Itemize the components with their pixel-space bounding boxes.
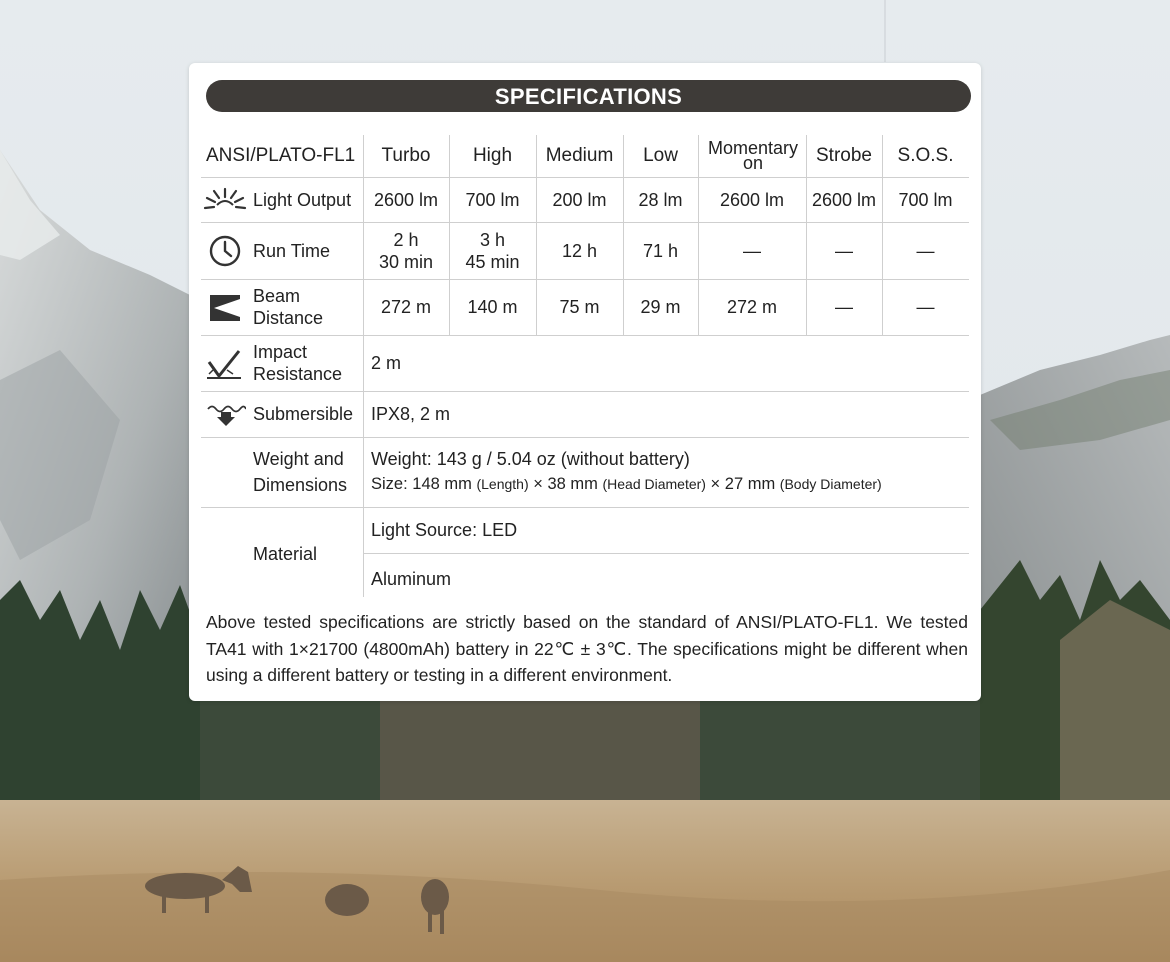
- beam-distance-sos: —: [916, 297, 935, 317]
- mode-header-strobe: Strobe: [816, 145, 872, 166]
- beam-distance-label: [253, 279, 363, 335]
- beam-distance-turbo: 272 m: [380, 297, 432, 317]
- water-drop-arrow-icon: [206, 403, 246, 427]
- weight-dimensions-value: [363, 437, 969, 507]
- beam-distance-high: 140 m: [467, 297, 518, 317]
- mode-header-momentary: Momentary on: [707, 138, 799, 173]
- beam-icon: [210, 294, 240, 322]
- beam-distance-label-line1: Beam: [253, 286, 301, 306]
- beam-distance-strobe: —: [835, 297, 853, 317]
- impact-value: 2 m: [371, 353, 402, 373]
- size-body: × 27 mm: [710, 475, 776, 493]
- light-output-turbo: 2600 lm: [373, 189, 439, 210]
- weight-dimensions-label-line1: Weight and: [253, 449, 344, 469]
- run-time-medium: 12 h: [561, 240, 598, 261]
- run-time-high: [449, 222, 536, 279]
- light-burst-icon: [203, 187, 247, 213]
- weight-dimensions-label-line2: Dimensions: [253, 475, 348, 495]
- impact-label-line1: Impact: [253, 342, 308, 362]
- weight-dimensions-label: [253, 437, 363, 507]
- specifications-footnote: Above tested specifications are strictly based on the standard of ANSI/PLATO-FL1. We tested TA41 with 1×21700 (4800mAh) battery in 22℃ ± 3℃. The specifications might be different when using a different battery or testing in a different environment.: [206, 612, 968, 685]
- mode-header-low: Low: [643, 145, 678, 166]
- impact-icon: [207, 348, 243, 380]
- specifications-title: SPECIFICATIONS: [206, 80, 971, 112]
- beam-distance-medium: 75 m: [559, 297, 600, 317]
- impact-label: [253, 335, 363, 391]
- run-time-high-minutes: 45 min: [465, 251, 520, 272]
- standard-header: ANSI/PLATO-FL1: [206, 145, 356, 166]
- light-output-momentary: 2600 lm: [719, 189, 785, 210]
- light-output-strobe: 2600 lm: [811, 189, 877, 210]
- light-output-sos: 700 lm: [898, 189, 953, 210]
- run-time-momentary: —: [743, 240, 761, 261]
- submersible-value: IPX8, 2 m: [371, 404, 451, 424]
- light-source-value: Light Source: LED: [371, 520, 518, 540]
- beam-distance-label-line2: Distance: [253, 308, 324, 328]
- beam-distance-momentary: 272 m: [726, 297, 778, 317]
- run-time-turbo: [363, 222, 449, 279]
- run-time-turbo-hours: 2 h: [393, 229, 419, 250]
- run-time-low: 71 h: [642, 240, 679, 261]
- mode-header-medium: Medium: [545, 145, 614, 166]
- mode-header-sos: S.O.S.: [897, 145, 954, 166]
- size-length: Size: 148 mm: [371, 475, 472, 493]
- size-head: × 38 mm: [533, 475, 598, 493]
- weight-value: Weight: 143 g / 5.04 oz (without battery): [371, 449, 690, 469]
- mode-header-turbo: Turbo: [381, 145, 431, 166]
- material-label: Material: [253, 543, 318, 564]
- body-material-value: Aluminum: [371, 569, 452, 589]
- run-time-label: Run Time: [253, 240, 331, 261]
- size-body-note: (Body Diameter): [779, 476, 882, 492]
- mode-header-high: High: [472, 145, 513, 166]
- size-length-note: (Length): [476, 476, 529, 492]
- impact-label-line2: Resistance: [253, 364, 343, 384]
- clock-icon: [209, 235, 241, 267]
- specifications-card: [189, 63, 981, 701]
- submersible-label: Submersible: [253, 404, 354, 424]
- light-output-label: Light Output: [253, 189, 352, 210]
- run-time-turbo-minutes: 30 min: [378, 251, 434, 272]
- run-time-high-hours: 3 h: [479, 229, 506, 250]
- size-head-note: (Head Diameter): [602, 476, 706, 492]
- size-value: [371, 472, 882, 497]
- beam-distance-low: 29 m: [640, 297, 681, 317]
- run-time-sos: —: [916, 240, 935, 261]
- light-output-low: 28 lm: [638, 189, 683, 210]
- light-output-high: 700 lm: [465, 189, 520, 210]
- run-time-strobe: —: [835, 240, 853, 261]
- light-output-medium: 200 lm: [552, 189, 607, 210]
